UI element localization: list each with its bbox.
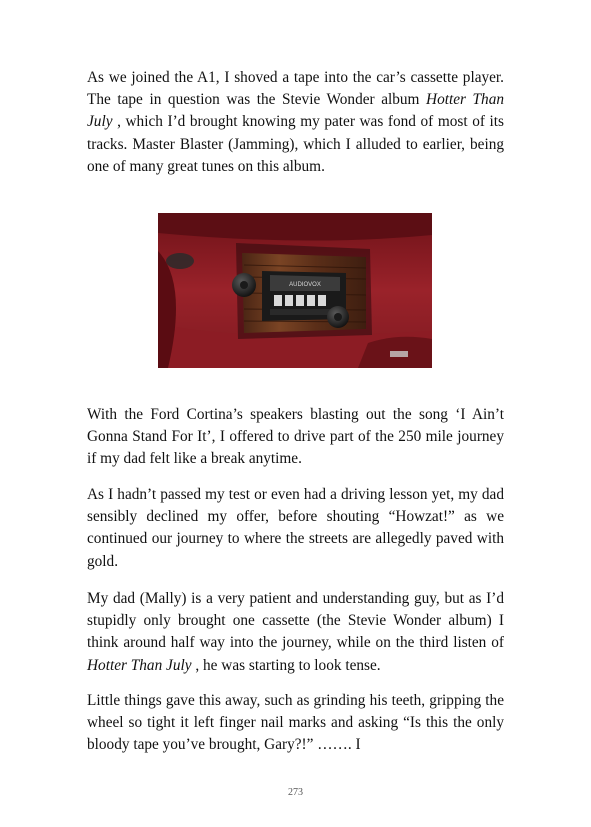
paragraph-1-text-a: As we joined the A1, I shoved a tape into the car’s cassette player. The tape in question was the Stevie Wonder album — [87, 69, 504, 109]
page-number: 273 — [288, 787, 303, 798]
paragraph-driving-test — [87, 484, 504, 573]
paragraph-cortina-speakers — [87, 404, 504, 471]
paragraph-4-text-a: My dad (Mally) is a very patient and understanding guy, but as I’d stupidly only brought one cassette (the Stevie Wonder album) I think around half way into the journey, while on the third listen of — [87, 590, 504, 652]
paragraph-5-text: Little things gave this away, such as grinding his teeth, gripping the wheel so tight it left finger nail marks and asking “Is this the only bloody tape you’ve brought, Gary?!” ……. I — [87, 692, 504, 754]
paragraph-1-text-b: , which I’d brought knowing my pater was fond of most of its tracks. Master Blaster (Jamming), which I alluded to earlier, being one of many great tunes on this album. — [87, 113, 504, 175]
radio-brand-label: AUDIOVOX — [289, 282, 321, 288]
paragraph-little-things — [87, 690, 504, 757]
paragraph-3-text: As I hadn’t passed my test or even had a driving lesson yet, my dad sensibly declined my offer, before shouting “Howzat!” as we continued our journey to where the streets are allegedly paved with gold. — [87, 486, 504, 570]
paragraph-cassette-tape — [87, 67, 504, 178]
car-cassette-player-photo — [158, 213, 432, 368]
paragraph-2-text: With the Ford Cortina’s speakers blasting out the song ‘I Ain’t Gonna Stand For It’, I offered to drive part of the 250 mile journey if my dad felt like a break anytime. — [87, 406, 504, 468]
paragraph-4-text-b: , he was starting to look tense. — [191, 656, 381, 674]
album-title-italic: Hotter Than July — [87, 656, 192, 674]
album-title-italic: Hotter Than July — [87, 91, 504, 131]
paragraph-patient-dad — [87, 588, 504, 677]
